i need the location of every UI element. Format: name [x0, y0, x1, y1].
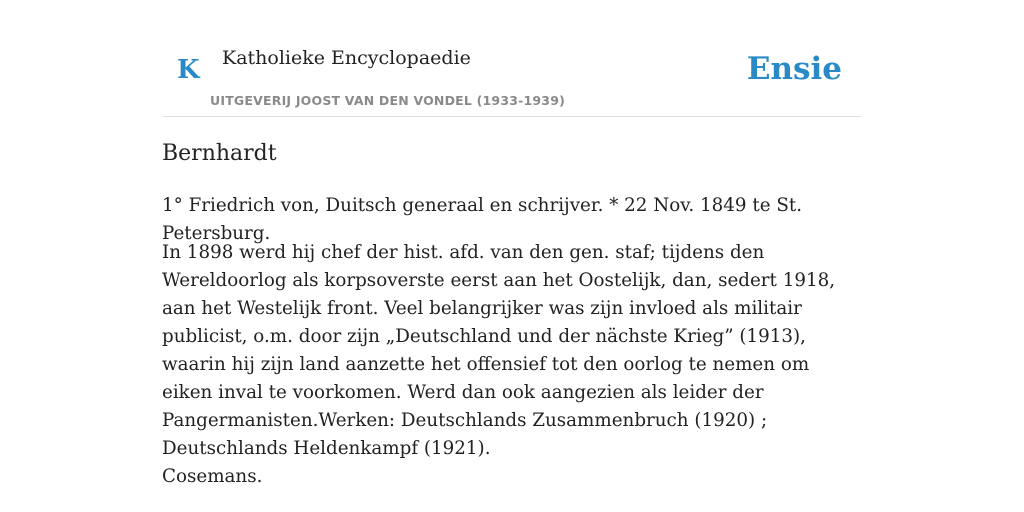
entry-paragraph: In 1898 werd hij chef der hist. afd. van den gen. staf; tijdens den Wereldoorlog als korpsoverste eerst aan het Oostelijk, dan, sedert 1918, aan het Westelijk front. Veel belangrijker was zijn invloed als militair publicist, o.m. door zijn „Deutschland und der nächste Krieg” (1913), waarin hij zijn land aanzette het offensief tot den oorlog te nemen om eiken inval te voorkomen. Werd dan ook aangezien als leider der Pangermanisten.Werken: Deutschlands Zusammenbruch (1920) ; Deutschlands Heldenkampf (1921).	[162, 242, 836, 459]
publisher-subtitle: UITGEVERIJ JOOST VAN DEN VONDEL (1933-1939)	[210, 93, 566, 108]
entry-title: Bernhardt	[162, 141, 277, 166]
site-header	[162, 0, 862, 117]
brand-link[interactable]: Ensie	[746, 51, 842, 87]
site-title[interactable]: Katholieke Encyclopaedie	[222, 47, 471, 69]
page	[162, 0, 862, 487]
entry-author: Cosemans.	[162, 466, 263, 487]
site-logo[interactable]: K	[177, 55, 200, 85]
entry-paragraph: 1° Friedrich von, Duitsch generaal en schrijver. * 22 Nov. 1849 te St. Petersburg.	[162, 195, 803, 244]
